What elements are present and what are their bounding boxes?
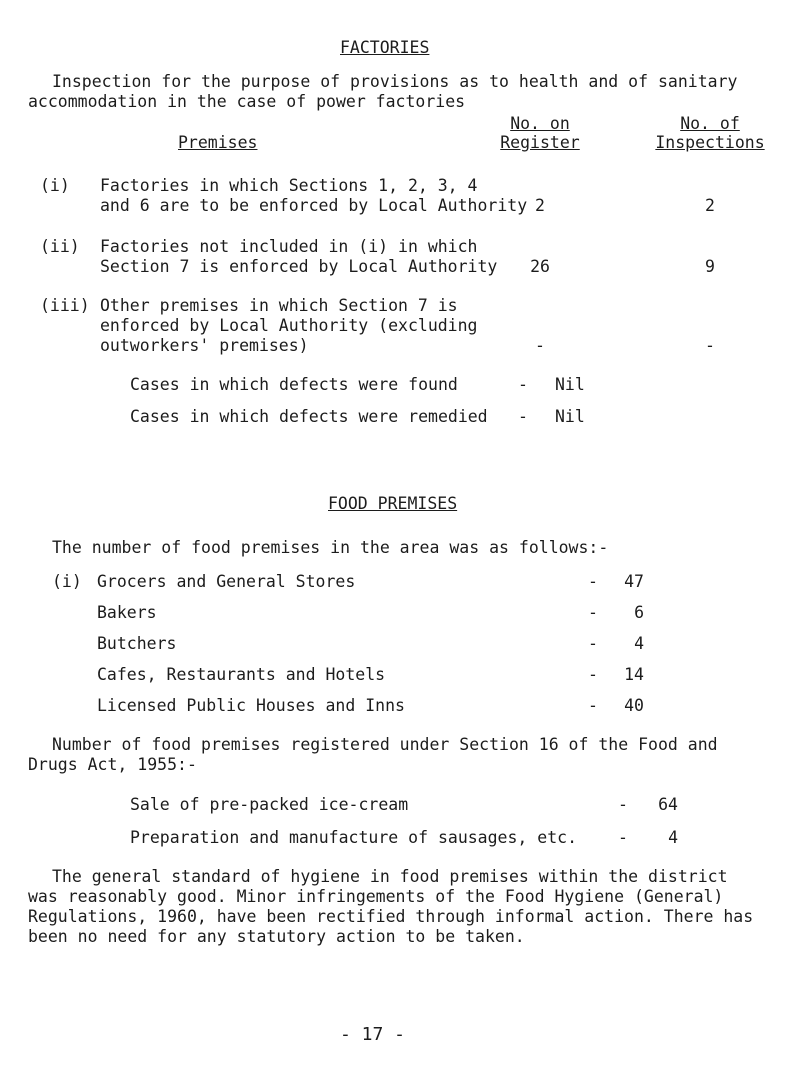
factory-row-text: Section 7 is enforced by Local Authority <box>100 257 498 276</box>
food-item-dash: - <box>588 696 598 715</box>
factory-row-text: and 6 are to be enforced by Local Authority <box>100 196 528 215</box>
food-item-value: 40 <box>624 696 644 715</box>
food-item-value: 6 <box>634 603 644 622</box>
hygiene-paragraph-line4: been no need for any statutory action to be taken. <box>28 927 525 946</box>
factory-row-text: outworkers' premises) <box>100 336 309 355</box>
defects-label: Cases in which defects were remedied <box>130 407 488 426</box>
factory-row-text: enforced by Local Authority (excluding <box>100 316 478 335</box>
registered-item-label: Sale of pre-packed ice-cream <box>130 795 409 814</box>
registered-item-dash: - <box>618 828 628 847</box>
col-register-header-2: Register <box>500 133 580 152</box>
hygiene-paragraph-line1: The general standard of hygiene in food premises within the district <box>52 867 728 886</box>
food-item-dash: - <box>588 572 598 591</box>
food-item-dash: - <box>588 603 598 622</box>
factories-intro-line2: accommodation in the case of power factories <box>28 92 466 111</box>
hygiene-paragraph-line2: was reasonably good. Minor infringements of the Food Hygiene (General) <box>28 887 724 906</box>
factory-row-register: - <box>535 336 545 355</box>
registered-item-label: Preparation and manufacture of sausages, etc. <box>130 828 578 847</box>
food-intro: The number of food premises in the area was as follows:- <box>52 538 609 557</box>
factories-heading: FACTORIES <box>340 38 430 57</box>
factory-row-inspections: - <box>705 336 715 355</box>
factory-row-number: (iii) <box>40 296 90 315</box>
food-item-value: 14 <box>624 665 644 684</box>
factory-row-text: Other premises in which Section 7 is <box>100 296 458 315</box>
food-item-label: Grocers and General Stores <box>97 572 356 591</box>
page-number: - 17 - <box>340 1024 406 1045</box>
registered-intro-line2: Drugs Act, 1955:- <box>28 755 197 774</box>
food-item-value: 47 <box>624 572 644 591</box>
defects-dash: - <box>518 375 528 394</box>
defects-value: Nil <box>555 407 585 426</box>
factory-row-inspections: 9 <box>705 257 715 276</box>
factories-intro-line1: Inspection for the purpose of provisions as to health and of sanitary <box>52 72 738 91</box>
col-register-header-1: No. on <box>510 114 570 133</box>
factory-row-inspections: 2 <box>705 196 715 215</box>
registered-item-dash: - <box>618 795 628 814</box>
food-item-label: Cafes, Restaurants and Hotels <box>97 665 386 684</box>
factory-row-number: (ii) <box>40 237 80 256</box>
food-list-number: (i) <box>52 572 82 591</box>
defects-dash: - <box>518 407 528 426</box>
hygiene-paragraph-line3: Regulations, 1960, have been rectified through informal action. There has <box>28 907 754 926</box>
factory-row-register: 2 <box>535 196 545 215</box>
col-inspections-header-1: No. of <box>680 114 740 133</box>
registered-item-value: 64 <box>658 795 678 814</box>
food-item-label: Bakers <box>97 603 157 622</box>
col-premises-header: Premises <box>178 133 258 152</box>
factory-row-register: 26 <box>530 257 550 276</box>
factory-row-number: (i) <box>40 176 70 195</box>
food-item-dash: - <box>588 634 598 653</box>
food-item-label: Licensed Public Houses and Inns <box>97 696 405 715</box>
col-inspections-header-2: Inspections <box>655 133 765 152</box>
food-item-label: Butchers <box>97 634 177 653</box>
registered-intro-line1: Number of food premises registered under Section 16 of the Food and <box>52 735 718 754</box>
defects-label: Cases in which defects were found <box>130 375 458 394</box>
food-item-dash: - <box>588 665 598 684</box>
food-item-value: 4 <box>634 634 644 653</box>
food-heading: FOOD PREMISES <box>328 494 458 513</box>
factory-row-text: Factories not included in (i) in which <box>100 237 478 256</box>
factory-row-text: Factories in which Sections 1, 2, 3, 4 <box>100 176 478 195</box>
defects-value: Nil <box>555 375 585 394</box>
registered-item-value: 4 <box>668 828 678 847</box>
